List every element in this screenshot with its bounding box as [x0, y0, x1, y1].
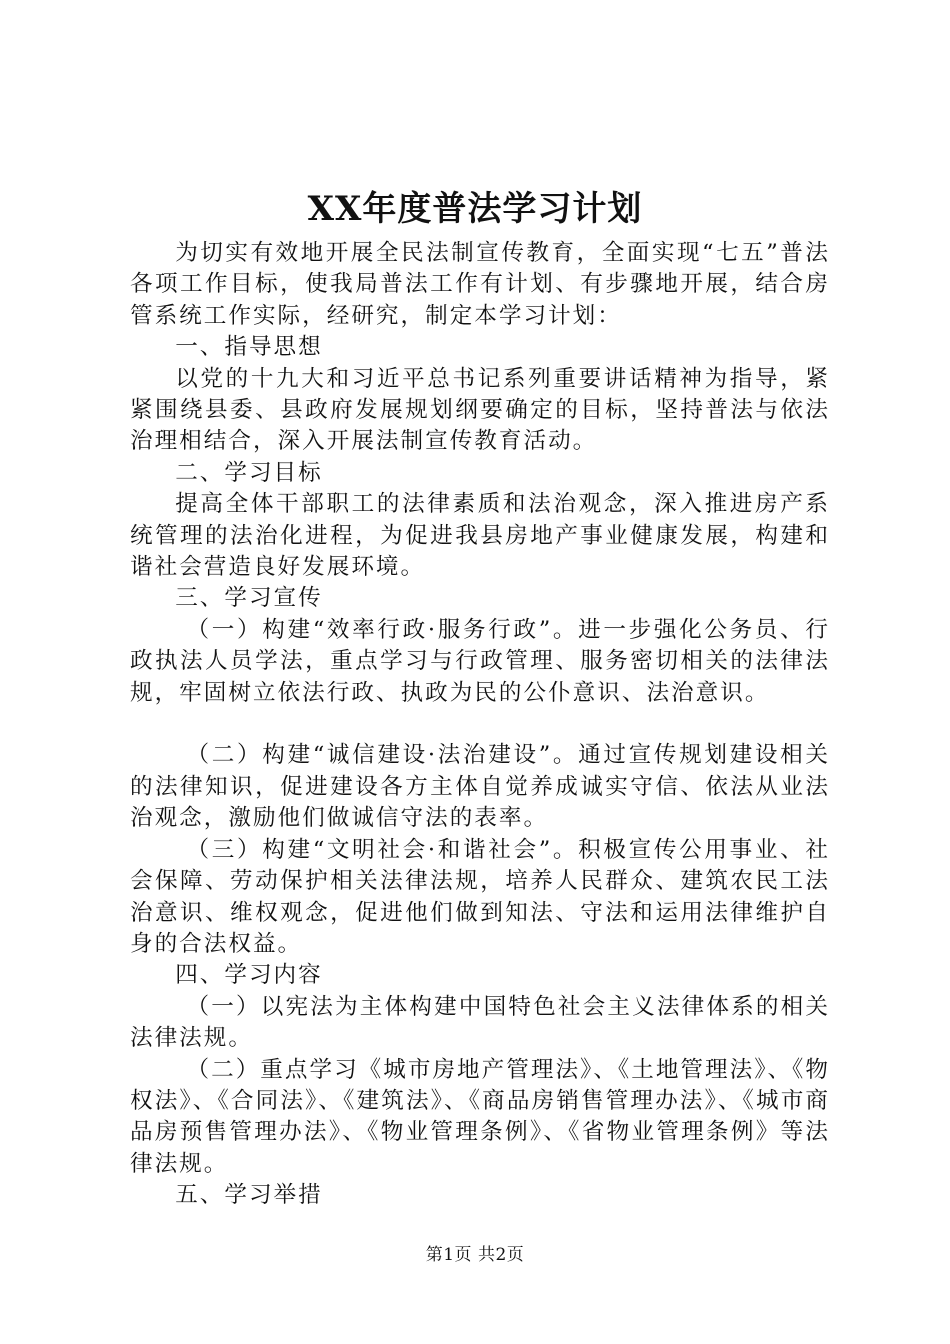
heading-guiding-thought: 一、指导思想	[175, 334, 323, 361]
paragraph-intro: 为切实有效地开展全民法制宣传教育，全面实现“七五”普法各项工作目标，使我局普法工作有计划、有步骤地开展，结合房管系统工作实际，经研究，制定本学习计划：	[130, 240, 830, 329]
paragraph-content-1: （一）以宪法为主体构建中国特色社会主义法律体系的相关法律法规。	[130, 993, 830, 1052]
heading-study-measures: 五、学习举措	[175, 1182, 323, 1209]
paragraph-publicity-3: （三）构建“文明社会·和谐社会”。积极宣传公用事业、社会保障、劳动保护相关法律法规，培养人民群众、建筑农民工法治意识、维权观念，促进他们做到知法、守法和运用法律维护自身的合法权益。	[130, 836, 830, 957]
paragraph-content-2: （二）重点学习《城市房地产管理法》、《土地管理法》、《物权法》、《合同法》、《建筑法》、《商品房销售管理办法》、《城市商品房预售管理办法》、《物业管理条例》、《省物业管理条例》等法律法规。	[130, 1056, 830, 1177]
blank-line	[130, 709, 830, 740]
page-footer: 第1页 共2页	[425, 1245, 525, 1265]
paragraph-publicity-1: （一）构建“效率行政·服务行政”。进一步强化公务员、行政执法人员学法，重点学习与行政管理、服务密切相关的法律法规，牢固树立依法行政、执政为民的公仆意识、法治意识。	[130, 616, 830, 706]
heading-study-content: 四、学习内容	[175, 962, 323, 989]
paragraph-study-goal: 提高全体干部职工的法律素质和法治观念，深入推进房产系统管理的法治化进程，为促进我县房地产事业健康发展，构建和谐社会营造良好发展环境。	[130, 491, 830, 581]
paragraph-guiding-thought: 以党的十九大和习近平总书记系列重要讲话精神为指导，紧紧围绕县委、县政府发展规划纲要确定的目标，坚持普法与依法治理相结合，深入开展法制宣传教育活动。	[130, 365, 830, 455]
document-body	[130, 238, 830, 1212]
heading-study-goal: 二、学习目标	[175, 459, 323, 486]
paragraph-publicity-2: （二）构建“诚信建设·法治建设”。通过宣传规划建设相关的法律知识，促进建设各方主体自觉养成诚实守信、依法从业法治观念，激励他们做诚信守法的表率。	[130, 742, 830, 832]
document-title: XX年度普法学习计划	[307, 189, 643, 229]
heading-study-publicity: 三、学习宣传	[175, 585, 323, 612]
